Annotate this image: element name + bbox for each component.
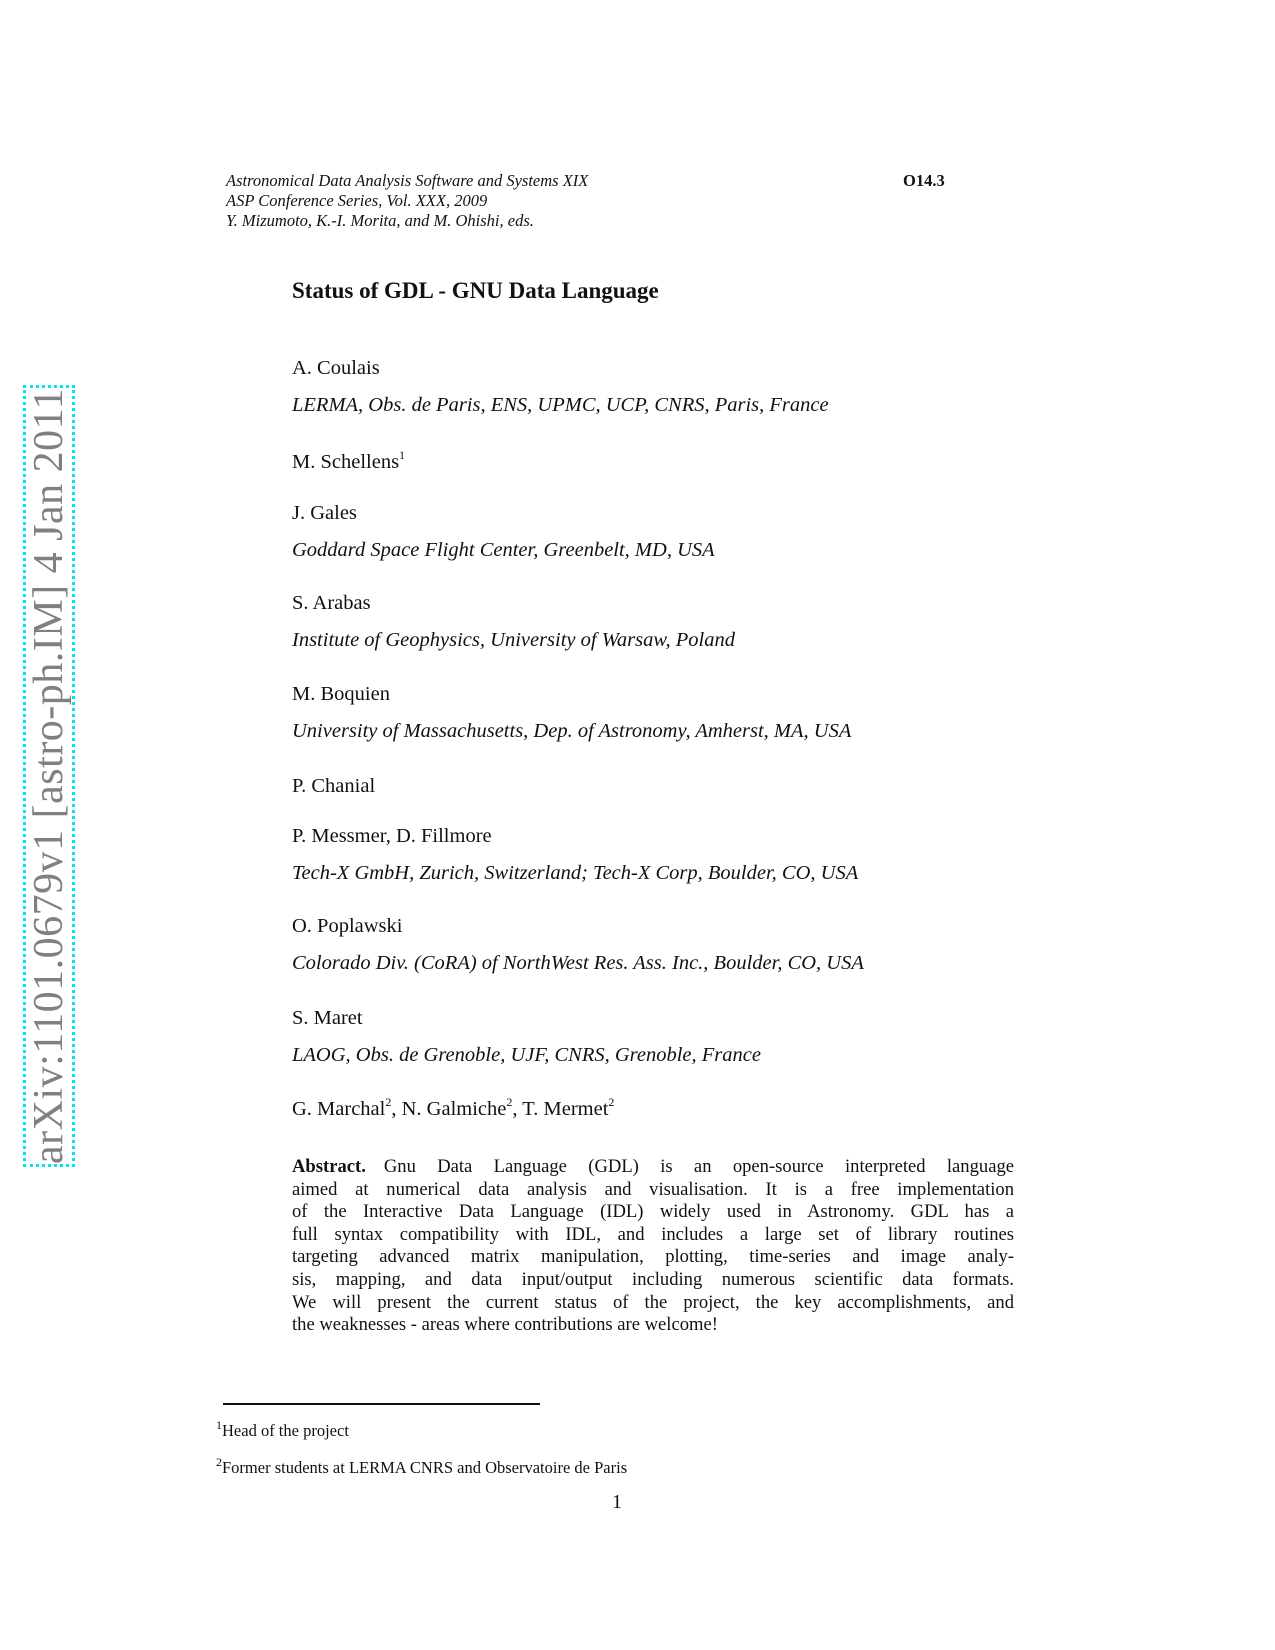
arxiv-stamp <box>23 385 75 1167</box>
page-number: 1 <box>612 1491 622 1513</box>
author-name-text: M. Schellens <box>292 451 400 473</box>
author-affiliation: Colorado Div. (CoRA) of NorthWest Res. Ass. Inc., Boulder, CO, USA <box>292 952 864 974</box>
footnote-mark: 2 <box>385 1095 392 1109</box>
paper-id: O14.3 <box>903 171 945 190</box>
author-affiliation: Tech-X GmbH, Zurich, Switzerland; Tech-X Corp, Boulder, CO, USA <box>292 862 859 884</box>
footnote-text: Head of the project <box>222 1421 349 1440</box>
abstract-text: We will present the current status of the project, the key accomplishments, and <box>292 1291 1014 1313</box>
abstract-text: Gnu Data Language (GDL) is an open-source interpreted language <box>383 1156 1014 1177</box>
abstract-text: aimed at numerical data analysis and visualisation. It is a free implementation <box>292 1178 1014 1200</box>
abstract-line <box>292 1314 1014 1337</box>
paper-title: Status of GDL - GNU Data Language <box>292 278 659 303</box>
arxiv-id: arXiv:1101.0679v1 [astro-ph.IM] 4 Jan 2011 <box>26 387 72 1165</box>
abstract-line <box>292 1156 1014 1179</box>
footnote-2 <box>216 1455 628 1478</box>
footnote-mark: 2 <box>608 1095 615 1109</box>
abstract-text: targeting advanced matrix manipulation, plotting, time-series and image analy- <box>292 1246 1014 1268</box>
author-name-text: M. Boquien <box>292 683 390 705</box>
author-name-text: S. Maret <box>292 1007 363 1029</box>
author-affiliation: LERMA, Obs. de Paris, ENS, UPMC, UCP, CNRS, Paris, France <box>292 394 829 416</box>
abstract <box>292 1156 1014 1337</box>
separator: , <box>512 1098 523 1120</box>
author-name-text: P. Messmer, D. Fillmore <box>292 825 492 847</box>
author-name: N. Galmiche <box>401 1098 507 1120</box>
author-name-text: J. Gales <box>292 502 357 524</box>
author-name-text: O. Poplawski <box>292 915 403 937</box>
abstract-line <box>292 1201 1014 1224</box>
author-affiliation: Institute of Geophysics, University of Warsaw, Poland <box>292 629 735 651</box>
author-affiliation: University of Massachusetts, Dep. of Astronomy, Amherst, MA, USA <box>292 720 852 742</box>
author-name-text: A. Coulais <box>292 357 380 379</box>
author-name <box>292 915 402 938</box>
abstract-line <box>292 1179 1014 1202</box>
author-name-text: P. Chanial <box>292 775 376 797</box>
last-authors <box>292 1095 615 1121</box>
abstract-label: Abstract. <box>292 1156 366 1177</box>
author-name: T. Mermet <box>522 1098 609 1120</box>
footnote-1 <box>216 1418 349 1441</box>
author-name <box>292 357 380 380</box>
abstract-text: the weaknesses - areas where contributions are welcome! <box>292 1314 718 1336</box>
author-name <box>292 825 492 848</box>
footnote-rule <box>223 1403 540 1405</box>
footnote-mark: 2 <box>216 1455 222 1469</box>
abstract-line <box>292 1269 1014 1292</box>
author-name-text: S. Arabas <box>292 592 371 614</box>
author-name <box>292 502 357 525</box>
journal-title: Astronomical Data Analysis Software and Systems XIX <box>226 171 589 190</box>
author-name <box>292 448 406 474</box>
abstract-text: full syntax compatibility with IDL, and includes a large set of library routines <box>292 1223 1014 1245</box>
author-name <box>292 683 390 706</box>
author-name <box>292 592 371 615</box>
abstract-line <box>292 1246 1014 1269</box>
author-name <box>292 775 375 798</box>
author-name: G. Marchal <box>292 1098 386 1120</box>
separator: , <box>391 1098 402 1120</box>
abstract-line <box>292 1224 1014 1247</box>
footnote-mark: 1 <box>399 448 406 462</box>
editors: Y. Mizumoto, K.-I. Morita, and M. Ohishi, eds. <box>226 211 534 230</box>
abstract-text: of the Interactive Data Language (IDL) widely used in Astronomy. GDL has a <box>292 1201 1014 1223</box>
author-affiliation: Goddard Space Flight Center, Greenbelt, MD, USA <box>292 539 715 561</box>
footnote-mark: 1 <box>216 1418 222 1432</box>
author-name <box>292 1007 363 1030</box>
abstract-text: sis, mapping, and data input/output including numerous scientific data formats. <box>292 1268 1014 1290</box>
footnote-text: Former students at LERMA CNRS and Observatoire de Paris <box>222 1458 628 1477</box>
author-affiliation: LAOG, Obs. de Grenoble, UJF, CNRS, Grenoble, France <box>292 1044 761 1066</box>
abstract-line <box>292 1292 1014 1315</box>
conference-series: ASP Conference Series, Vol. XXX, 2009 <box>226 191 488 210</box>
footnote-mark: 2 <box>506 1095 513 1109</box>
